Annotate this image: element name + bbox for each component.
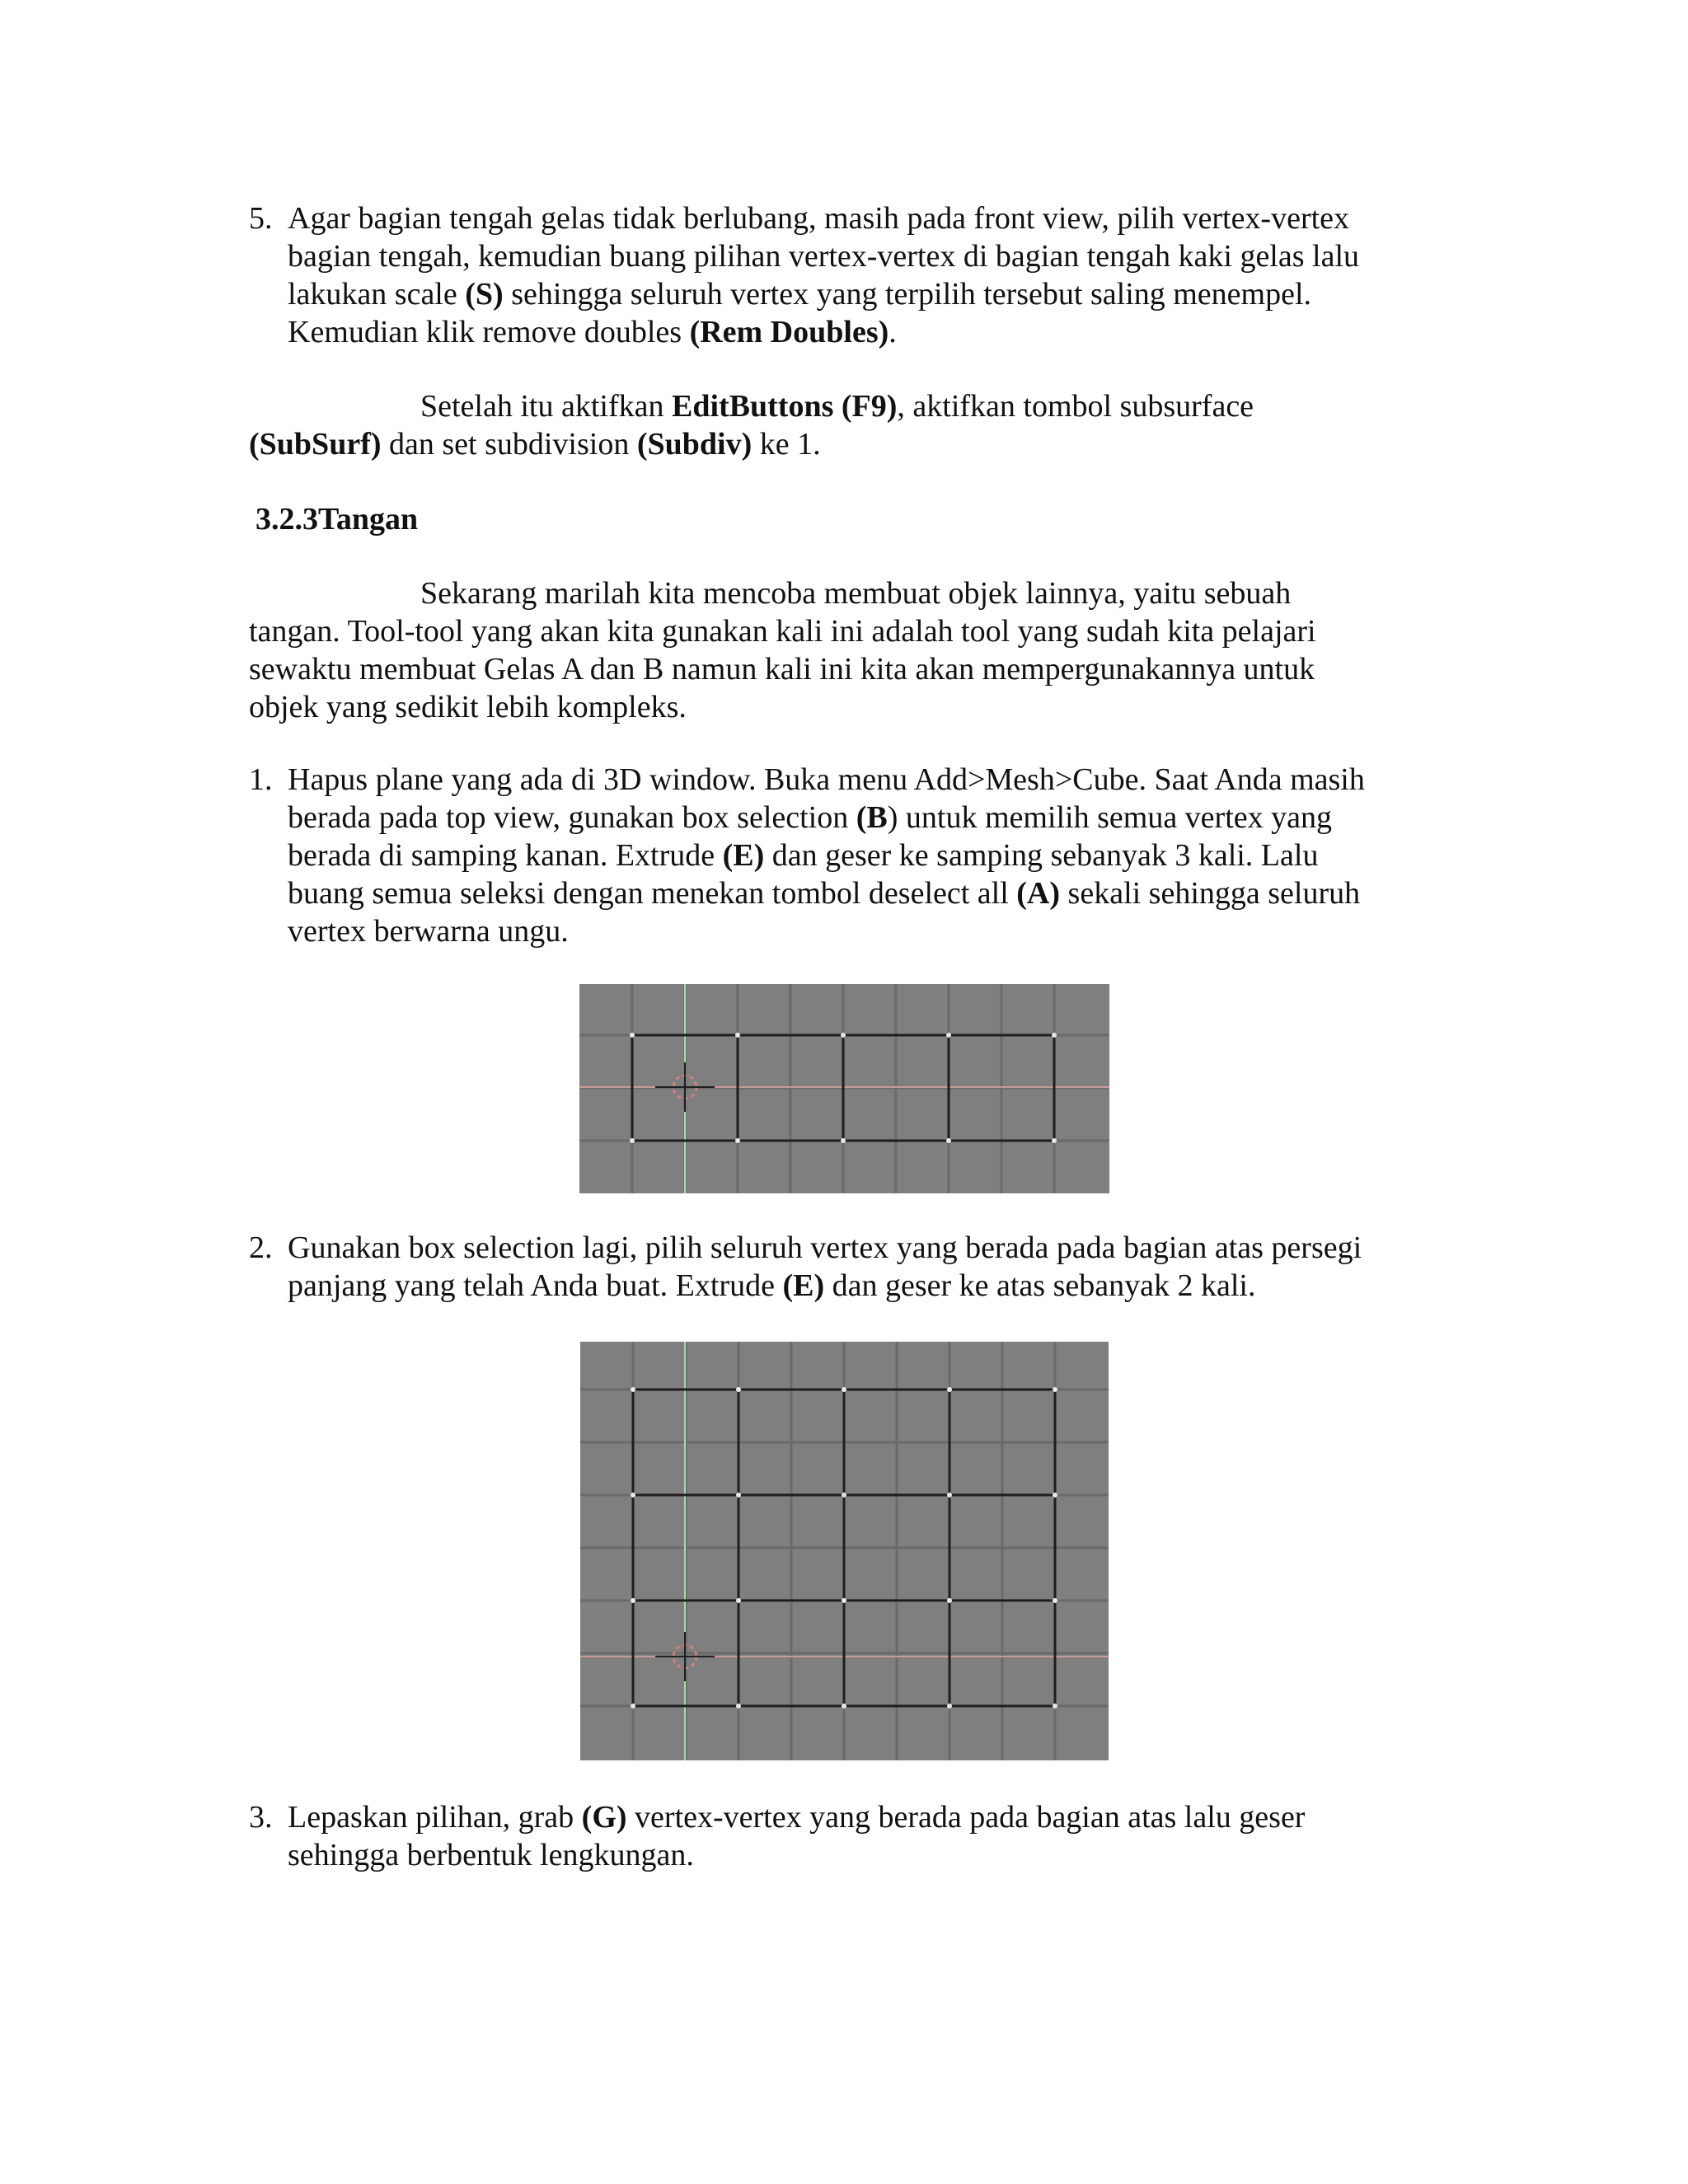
text-line: Agar bagian tengah gelas tidak berlubang, masih pada front view, pilih vertex-vertex (288, 201, 1350, 236)
text-line: tangan. Tool-tool yang akan kita gunakan kali ini adalah tool yang sudah kita pelajari (249, 614, 1316, 649)
text-line: (SubSurf) dan set subdivision (Subdiv) ke 1. (249, 427, 821, 462)
viewport-grid-image (579, 984, 1109, 1193)
text-line: sehingga berbentuk lengkungan. (288, 1838, 694, 1872)
list-item-3 (249, 1798, 1452, 1874)
list-number: 1. (249, 762, 273, 797)
text-line: berada pada top view, gunakan box selection (B) untuk memilih semua vertex yang (288, 800, 1332, 835)
figure-extrude-grid (580, 1342, 1109, 1760)
3d-cursor-icon (655, 1062, 715, 1112)
text-line: objek yang sedikit lebih kompleks. (249, 690, 687, 724)
list-number: 3. (249, 1800, 273, 1835)
text-line: Gunakan box selection lagi, pilih seluruh vertex yang berada pada bagian atas persegi (288, 1230, 1362, 1265)
paragraph-subsurf (249, 387, 1452, 463)
text-line: berada di samping kanan. Extrude (E) dan geser ke samping sebanyak 3 kali. Lalu (288, 838, 1319, 873)
text-line: Sekarang marilah kita mencoba membuat objek lainnya, yaitu sebuah (420, 576, 1292, 611)
text-line: Kemudian klik remove doubles (Rem Doubles). (288, 315, 897, 349)
3d-cursor-icon (655, 1632, 715, 1681)
text-line: Hapus plane yang ada di 3D window. Buka menu Add>Mesh>Cube. Saat Anda masih (288, 762, 1365, 797)
text-line: panjang yang telah Anda buat. Extrude (E) dan geser ke atas sebanyak 2 kali. (288, 1268, 1256, 1303)
text-line: lakukan scale (S) sehingga seluruh vertex yang terpilih tersebut saling menempel. (288, 277, 1312, 312)
section-heading: 3.2.3Tangan (256, 502, 419, 537)
list-number: 5. (249, 201, 273, 236)
list-item-2 (249, 1229, 1452, 1305)
list-item-5 (249, 199, 1452, 351)
list-item-1 (249, 761, 1452, 950)
figure-extrude-row (579, 984, 1109, 1193)
list-number: 2. (249, 1230, 273, 1265)
text-line: sewaktu membuat Gelas A dan B namun kali ini kita akan mempergunakannya untuk (249, 652, 1315, 687)
viewport-grid-image (580, 1342, 1109, 1760)
text-line: buang semua seleksi dengan menekan tombol deselect all (A) sekali sehingga seluruh (288, 876, 1361, 911)
paragraph-intro (249, 574, 1452, 726)
text-line: Setelah itu aktifkan EditButtons (F9), aktifkan tombol subsurface (420, 389, 1254, 424)
text-line: Lepaskan pilihan, grab (G) vertex-vertex yang berada pada bagian atas lalu geser (288, 1800, 1306, 1835)
text-line: bagian tengah, kemudian buang pilihan vertex-vertex di bagian tengah kaki gelas lalu (288, 239, 1359, 274)
text-line: vertex berwarna ungu. (288, 914, 569, 949)
